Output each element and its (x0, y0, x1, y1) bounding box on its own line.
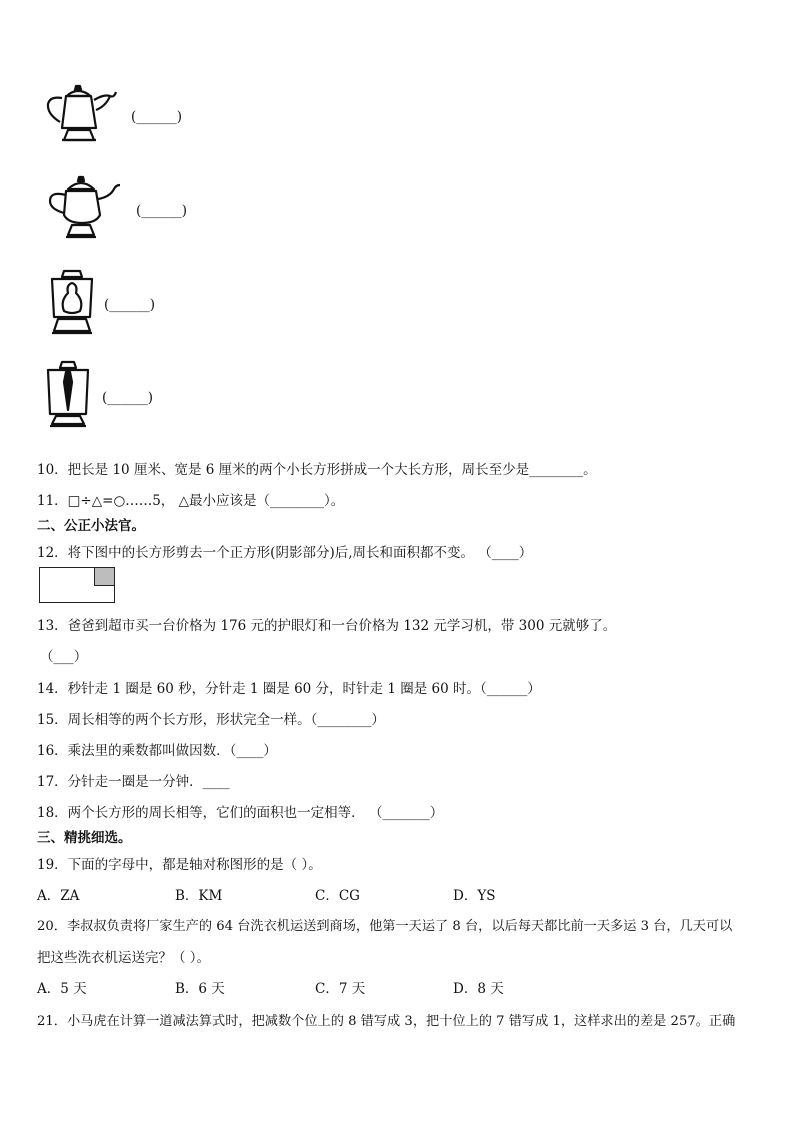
question-11: 11．□÷△=○……5， △最小应该是（________）。 (37, 493, 345, 509)
question-16: 16．乘法里的乘数都叫做因数．（____） (37, 743, 277, 759)
shaded-square (94, 568, 114, 586)
teapot-1-icon (44, 84, 120, 148)
teapot-2-icon (46, 175, 122, 243)
q19-option-d[interactable]: D．YS (453, 888, 496, 904)
question-21: 21．小马虎在计算一道减法算式时，把减数个位上的 8 错写成 3，把十位上的 7 错写成 1，这样求出的差是 257。正确 (37, 1014, 736, 1029)
section-heading-3: 三、精挑细选。 (37, 830, 132, 846)
question-19: 19．下面的字母中，都是轴对称图形的是（ ）。 (37, 857, 322, 873)
question-18: 18．两个长方形的周长相等，它们的面积也一定相等． （_______） (37, 805, 444, 821)
q20-option-a[interactable]: A．5 天 (37, 981, 87, 997)
section-heading-2: 二、公正小法官。 (37, 518, 145, 534)
q19-option-c[interactable]: C．CG (315, 888, 360, 904)
vase-1-icon (44, 269, 100, 337)
question-14: 14．秒针走 1 圈是 60 秒，分针走 1 圈是 60 分，时针走 1 圈是 60 时。（______） (37, 681, 541, 697)
teapot-2-blank: (______) (136, 203, 188, 219)
question-12: 12．将下图中的长方形剪去一个正方形(阴影部分)后,周长和面积都不变。 （____） (37, 545, 533, 561)
q20-option-d[interactable]: D．8 天 (453, 981, 504, 997)
vase-2-icon (42, 360, 94, 430)
question-20-line-2: 把这些洗衣机运送完？（ ）。 (37, 950, 211, 966)
question-10: 10．把长是 10 厘米、宽是 6 厘米的两个小长方形拼成一个大长方形，周长至少是________。 (37, 462, 597, 478)
teapot-1-blank: (______) (131, 109, 183, 125)
rectangle-figure (39, 567, 115, 603)
vase-1-blank: (______) (104, 297, 156, 313)
vase-2-blank: (______) (102, 390, 154, 406)
q20-option-c[interactable]: C．7 天 (315, 981, 366, 997)
question-17: 17．分针走一圈是一分钟．____ (37, 774, 230, 790)
question-15: 15．周长相等的两个长方形，形状完全一样。（________） (37, 712, 385, 728)
question-20-line-1: 20．李叔叔负责将厂家生产的 64 台洗衣机运送到商场，他第一天运了 8 台，以后每天都比前一天多运 3 台，几天可以 (37, 919, 733, 934)
question-13: 13．爸爸到超市买一台价格为 176 元的护眼灯和一台价格为 132 元学习机，带 300 元就够了。 (37, 618, 617, 634)
q20-option-b[interactable]: B．6 天 (175, 981, 225, 997)
question-13-blank: （___） (40, 649, 88, 665)
q19-option-a[interactable]: A．ZA (37, 888, 80, 904)
q19-option-b[interactable]: B．KM (175, 888, 223, 904)
